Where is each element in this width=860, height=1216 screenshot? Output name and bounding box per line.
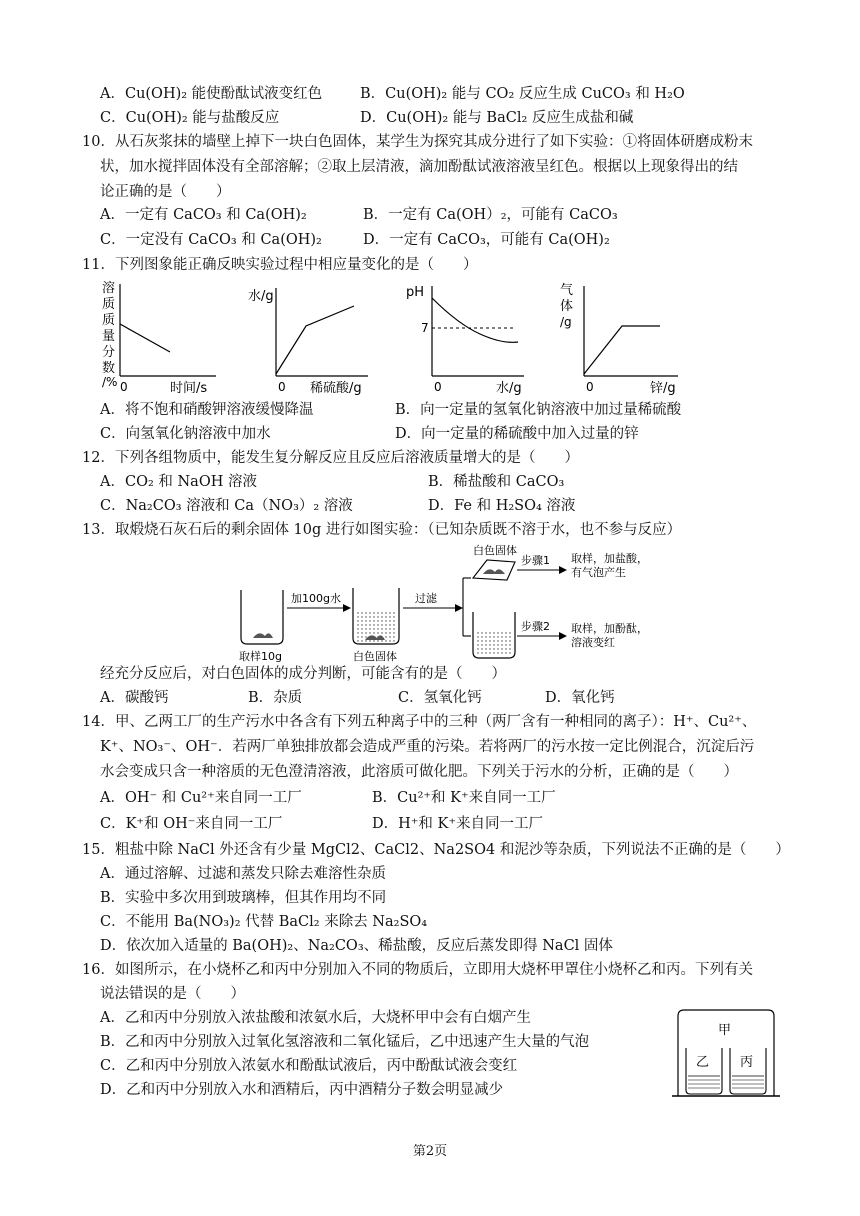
graph-a-ylabel-6: 数 — [102, 361, 116, 376]
graph-c — [406, 285, 524, 396]
q10-stem-line2: 状，加水搅拌固体没有全部溶解；②取上层清液，滴加酚酞试液溶液呈红色。根据以上现象得出的结 — [100, 159, 738, 175]
q9-option-c: C．Cu(OH)₂ 能与盐酸反应 — [100, 110, 280, 126]
graph-b-ylabel: 水/g — [248, 289, 274, 304]
graph-d-ylabel-1: 气 — [560, 283, 574, 298]
page-footer: 第2页 — [412, 1144, 448, 1159]
graph-a — [102, 280, 216, 396]
q9-option-a: A．Cu(OH)₂ 能使酚酞试液变红色 — [100, 86, 323, 102]
graph-d-curve — [584, 326, 660, 374]
add-water-label: 加100g水 — [291, 592, 341, 605]
sample-label: 取样10g — [239, 650, 282, 663]
q14-stem-line3: 水会变成只含一种溶质的无色澄清溶液，此溶质可做化肥。下列关于污水的分析，正确的是（ ） — [100, 764, 738, 780]
graph-b-origin: 0 — [278, 380, 286, 394]
step1-result-1: 取样，加盐酸， — [571, 552, 648, 565]
graph-a-ylabel-3: 质 — [102, 313, 116, 328]
q16-beaker-diagram — [672, 1006, 782, 1102]
left-beaker-label: 乙 — [696, 1055, 710, 1070]
q16-stem-line1: 16．如图所示，在小烧杯乙和丙中分别加入不同的物质后，立即用大烧杯甲罩住小烧杯乙和丙。下列有关 — [82, 962, 753, 978]
q10-option-c: C．一定没有 CaCO₃ 和 Ca(OH)₂ — [100, 232, 322, 248]
q10-option-d: D．一定有 CaCO₃，可能有 Ca(OH)₂ — [363, 232, 610, 248]
q16-option-b: B．乙和丙中分别放入过氧化氢溶液和二氧化锰后，乙中迅速产生大量的气泡 — [100, 1034, 590, 1050]
q10-option-b: B．一定有 Ca(OH）₂，可能有 CaCO₃ — [363, 207, 618, 223]
filter-label: 过滤 — [415, 592, 437, 605]
step1-result-2: 有气泡产生 — [571, 566, 626, 579]
graph-a-origin: 0 — [120, 380, 128, 394]
graph-d-xlabel: 锌/g — [650, 381, 676, 396]
q12-option-a: A．CO₂ 和 NaOH 溶液 — [100, 474, 257, 490]
graph-a-ylabel-4: 量 — [102, 329, 116, 344]
q13-option-a: A．碳酸钙 — [100, 690, 169, 706]
q14-option-c: C．K⁺和 OH⁻来自同一工厂 — [100, 816, 283, 832]
step1-label: 步骤1 — [521, 554, 550, 567]
graph-a-ylabel-2: 质 — [102, 297, 116, 312]
graph-c-ylabel: pH — [406, 285, 425, 300]
q16-stem-line2: 说法错误的是（ ） — [100, 986, 245, 1002]
q15-stem: 15．粗盐中除 NaCl 外还含有少量 MgCl2、CaCl2、Na2SO4 和泥沙等杂质，下列说法不正确的是（ ） — [82, 842, 790, 858]
q14-stem-line1: 14．甲、乙两工厂的生产污水中各含有下列五种离子中的三种（两厂含有一种相同的离子）：H⁺、Cu²⁺、 — [82, 714, 757, 730]
white-solid-top-label: 白色固体 — [473, 544, 517, 557]
graph-b-xlabel: 稀硫酸/g — [310, 381, 362, 396]
q12-stem: 12．下列各组物质中，能发生复分解反应且反应后溶液质量增大的是（ ） — [82, 450, 579, 466]
q11-option-b: B．向一定量的氢氧化钠溶液中加过量稀硫酸 — [395, 402, 682, 418]
q11-option-a: A．将不饱和硝酸钾溶液缓慢降温 — [100, 402, 314, 418]
graph-a-xlabel: 时间/s — [170, 381, 208, 396]
step2-result-2: 溶液变红 — [571, 636, 615, 649]
q11-option-d: D．向一定量的稀硫酸中加入过量的锌 — [395, 426, 639, 442]
right-beaker-label: 丙 — [740, 1055, 754, 1070]
step2-label: 步骤2 — [521, 620, 550, 633]
graph-b — [248, 288, 368, 396]
q12-option-d: D．Fe 和 H₂SO₄ 溶液 — [428, 498, 576, 514]
graph-d-origin: 0 — [586, 380, 594, 394]
q11-stem: 11．下列图象能正确反映实验过程中相应量变化的是（ ） — [82, 257, 478, 273]
step2-result-1: 取样，加酚酞， — [571, 622, 648, 635]
q13-option-c: C．氢氧化钙 — [398, 690, 482, 706]
graph-c-origin: 0 — [434, 380, 442, 394]
q12-option-c: C．Na₂CO₃ 溶液和 Ca（NO₃）₂ 溶液 — [100, 498, 353, 514]
q9-option-d: D．Cu(OH)₂ 能与 BaCl₂ 反应生成盐和碱 — [360, 110, 634, 126]
q14-stem-line2: K⁺、NO₃⁻、OH⁻．若两厂单独排放都会造成严重的污染。若将两厂的污水按一定比例混合，沉淀后污 — [100, 739, 755, 755]
q15-option-a: A．通过溶解、过滤和蒸发只除去难溶性杂质 — [100, 866, 386, 882]
q11-graphs — [98, 276, 698, 400]
q13-after: 经充分反应后，对白色固体的成分判断，可能含有的是（ ） — [100, 666, 506, 682]
q10-option-a: A．一定有 CaCO₃ 和 Ca(OH)₂ — [100, 207, 307, 223]
q14-option-a: A．OH⁻ 和 Cu²⁺来自同一工厂 — [100, 790, 302, 806]
q11-option-c: C．向氢氧化钠溶液中加水 — [100, 426, 271, 442]
q9-option-b: B．Cu(OH)₂ 能与 CO₂ 反应生成 CuCO₃ 和 H₂O — [360, 86, 685, 102]
q10-stem-line3: 论正确的是（ ） — [100, 184, 231, 200]
q10-stem-line1: 10．从石灰浆抹的墙壁上掉下一块白色固体，某学生为探究其成分进行了如下实验：①将固体研磨成粉末 — [82, 134, 753, 150]
white-solid-mid-label: 白色固体 — [353, 650, 397, 663]
graph-c-ref-label: 7 — [421, 321, 429, 335]
graph-d — [560, 283, 678, 396]
q15-option-b: B．实验中多次用到玻璃棒，但其作用均不同 — [100, 890, 387, 906]
q16-option-d: D．乙和丙中分别放入水和酒精后，丙中酒精分子数会明显减少 — [100, 1082, 504, 1098]
big-beaker-label: 甲 — [718, 1023, 732, 1038]
q14-option-d: D．H⁺和 K⁺来自同一工厂 — [372, 816, 544, 832]
graph-a-curve — [120, 324, 170, 352]
graph-b-curve — [276, 306, 354, 374]
q16-option-a: A．乙和丙中分别放入浓盐酸和浓氨水后，大烧杯甲中会有白烟产生 — [100, 1010, 531, 1026]
graph-a-ylabel-5: 分 — [102, 345, 116, 360]
q13-stem: 13．取煅烧石灰石后的剩余固体 10g 进行如图实验：（已知杂质既不溶于水，也不参与反应） — [82, 522, 682, 538]
graph-d-ylabel-2: 体 — [560, 299, 574, 314]
q13-option-b: B．杂质 — [248, 690, 303, 706]
graph-c-xlabel: 水/g — [496, 381, 522, 396]
q15-option-c: C．不能用 Ba(NO₃)₂ 代替 BaCl₂ 来除去 Na₂SO₄ — [100, 914, 428, 930]
q15-option-d: D．依次加入适量的 Ba(OH)₂、Na₂CO₃、稀盐酸，反应后蒸发即得 NaCl 固体 — [100, 938, 613, 954]
q13-option-d: D．氧化钙 — [545, 690, 615, 706]
q13-experiment-diagram — [225, 540, 665, 664]
graph-a-ylabel-1: 溶 — [102, 281, 116, 296]
q12-option-b: B．稀盐酸和 CaCO₃ — [428, 474, 565, 490]
q14-option-b: B．Cu²⁺和 K⁺来自同一工厂 — [372, 790, 556, 806]
q16-option-c: C．乙和丙中分别放入浓氨水和酚酞试液后，丙中酚酞试液会变红 — [100, 1058, 518, 1074]
graph-c-curve — [432, 298, 518, 342]
graph-a-ylabel-7: /% — [102, 375, 118, 389]
graph-d-ylabel-3: /g — [560, 315, 572, 329]
